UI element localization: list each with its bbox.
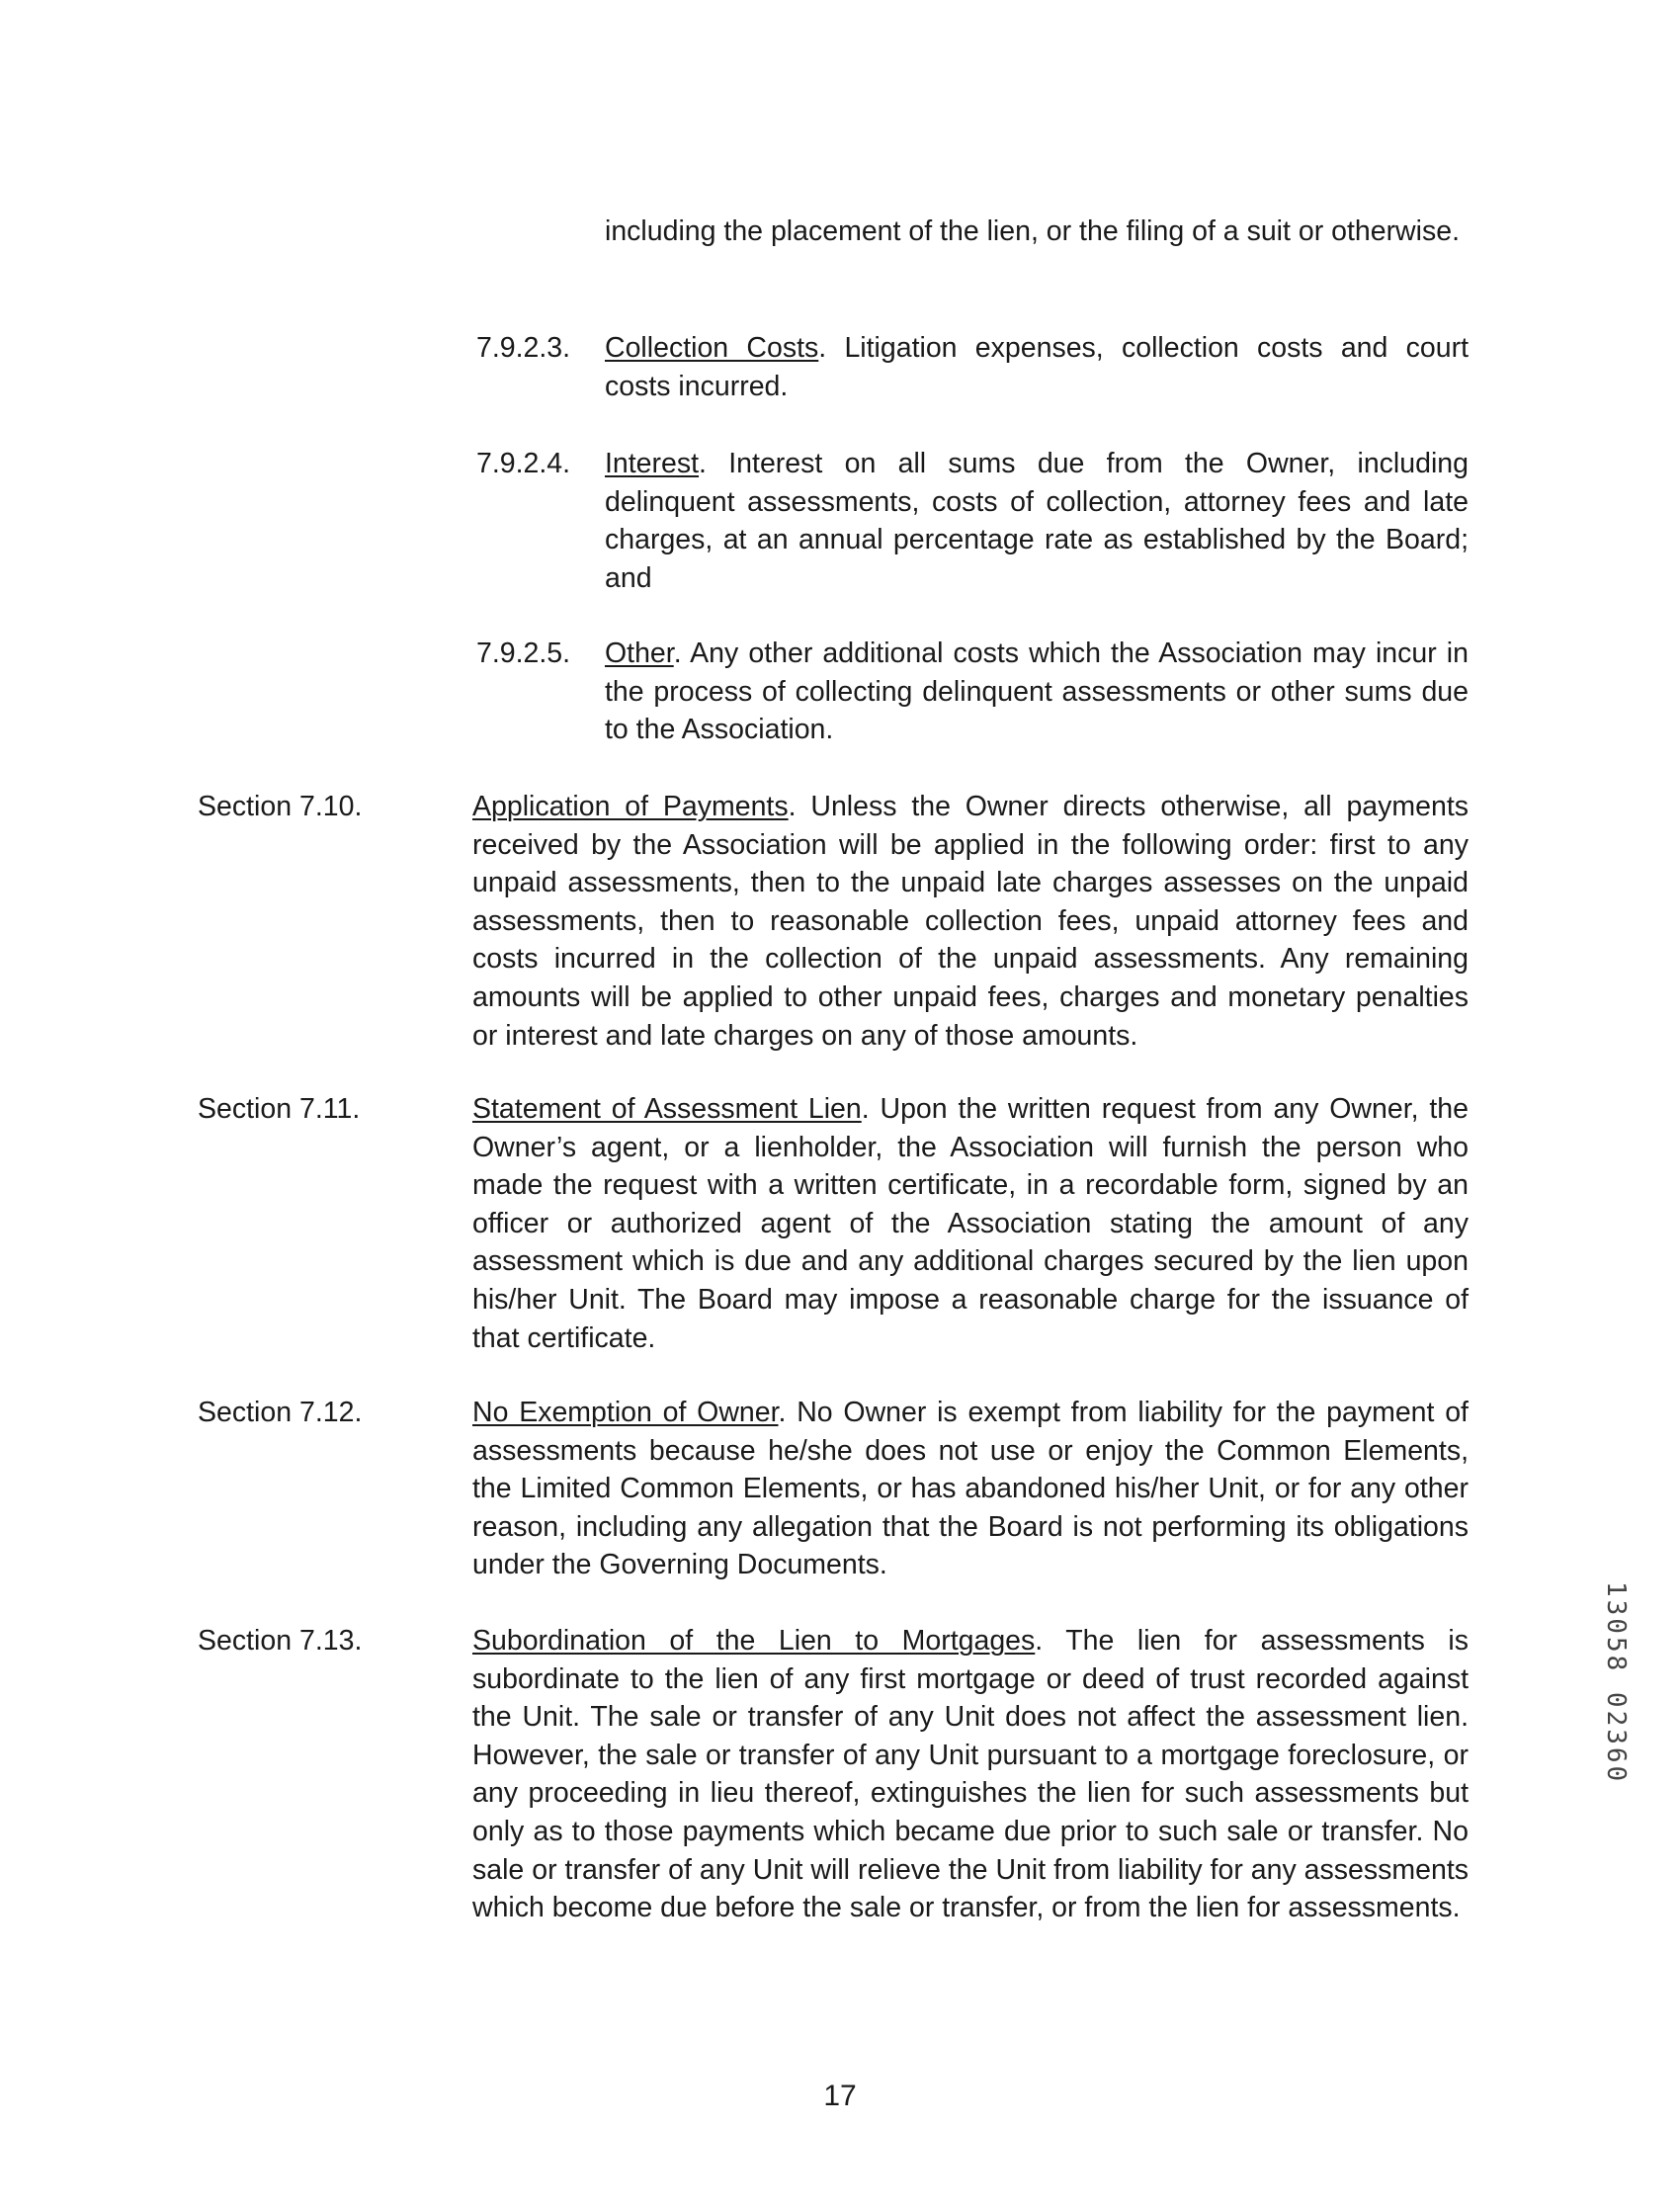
continuation-paragraph: including the placement of the lien, or the filing of a suit or otherwise. — [605, 215, 1460, 247]
recording-stamp-text: 13058 02360 — [1601, 1581, 1631, 1785]
subsection-paragraph — [605, 445, 1469, 597]
section-label: Section 7.12. — [198, 1397, 363, 1428]
subsection-number: 7.9.2.5. — [476, 638, 571, 669]
subsection-paragraph — [605, 329, 1469, 405]
subsection-heading: Collection Costs — [605, 332, 819, 364]
subsection-body: . Interest on all sums due from the Owner, including delinquent assessments, costs of collection, attorney fees and late charges, at an annual percentage rate as established by the Board; and — [605, 448, 1469, 594]
section-paragraph — [472, 1622, 1469, 1927]
section-label: Section 7.13. — [198, 1625, 363, 1657]
page-number: 17 — [823, 2080, 857, 2112]
section-heading: No Exemption of Owner — [472, 1397, 779, 1428]
section-body: . The lien for assessments is subordinate to the lien of any first mortgage or deed of trust recorded against the Unit. The sale or transfer of any Unit does not affect the assessment lien. However, the sale or transfer of any Unit pursuant to a mortgage foreclosure, or any proceeding in lieu thereof, extinguishes the lien for such assessments but only as to those payments which became due prior to such sale or transfer. No sale or transfer of any Unit will relieve the Unit from liability for any assessments which become due before the sale or transfer, or from the lien for assessments. — [472, 1625, 1470, 1924]
section-label: Section 7.11. — [198, 1093, 361, 1125]
section-paragraph — [472, 1090, 1469, 1357]
subsection-heading: Other — [605, 638, 674, 669]
section-heading: Statement of Assessment Lien — [472, 1093, 862, 1125]
section-paragraph — [472, 1394, 1469, 1584]
section-heading: Subordination of the Lien to Mortgages — [472, 1625, 1036, 1657]
section-body: . Upon the written request from any Owner, the Owner’s agent, or a lienholder, the Association will furnish the person who made the request with a written certificate, in a recordable form, signed by an officer or authorized agent of the Association stating the amount of any assessment which is due and any additional charges secured by the lien upon his/her Unit. The Board may impose a reasonable charge for the issuance of that certificate. — [472, 1093, 1469, 1354]
section-body: . Unless the Owner directs otherwise, all payments received by the Association will be applied in the following order: first to any unpaid assessments, then to the unpaid late charges assesses on the unpaid assessments, then to reasonable collection fees, unpaid attorney fees and costs incurred in the collection of the unpaid assessments. Any remaining amounts will be applied to other unpaid fees, charges and monetary penalties or interest and late charges on any of those amounts. — [472, 791, 1470, 1052]
subsection-body: . Litigation expenses, collection costs and court costs incurred. — [605, 332, 1469, 402]
section-paragraph — [472, 788, 1469, 1055]
section-label: Section 7.10. — [198, 791, 363, 822]
subsection-number: 7.9.2.4. — [476, 448, 571, 479]
subsection-heading: Interest — [605, 448, 700, 479]
section-heading: Application of Payments — [472, 791, 789, 822]
section-body: . No Owner is exempt from liability for the payment of assessments because he/she does not use or enjoy the Common Elements, the Limited Common Elements, or has abandoned his/her Unit, or for any other reason, including any allegation that the Board is not performing its obligations under the Governing Documents. — [472, 1397, 1469, 1581]
recording-stamp — [1601, 1581, 1650, 1858]
subsection-paragraph — [605, 635, 1469, 749]
subsection-body: . Any other additional costs which the Association may incur in the process of collecting delinquent assessments or other sums due to the Association. — [605, 638, 1469, 746]
subsection-number: 7.9.2.3. — [476, 332, 571, 364]
